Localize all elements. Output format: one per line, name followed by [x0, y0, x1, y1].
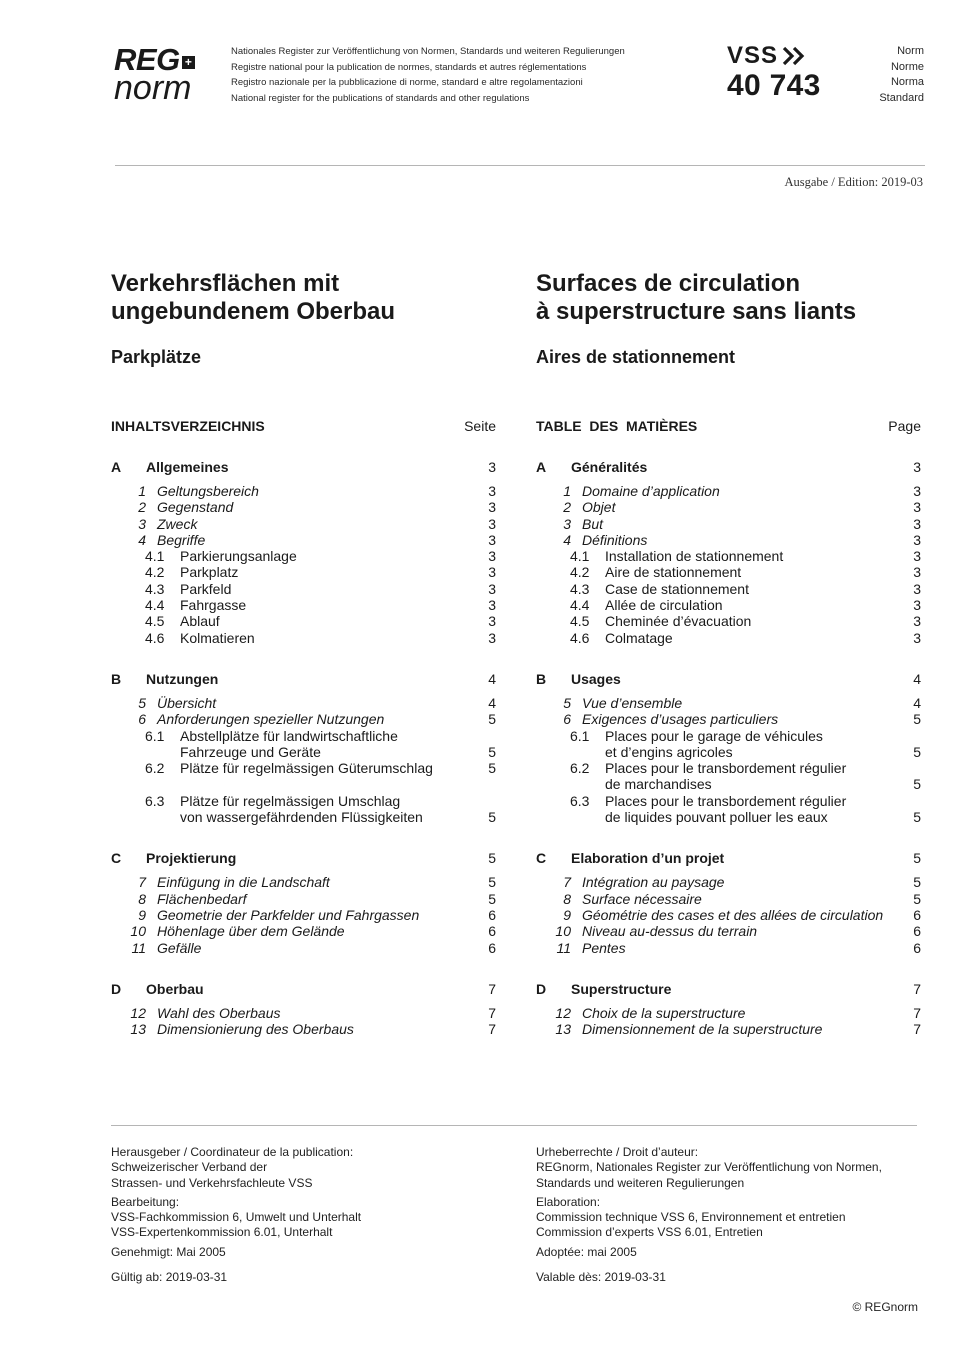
toc-subitem[interactable]: [111, 597, 496, 613]
doc-kind-de: Norm: [897, 45, 924, 57]
item-title: Wahl des Oberbaus: [157, 1004, 281, 1021]
toc-item[interactable]: [111, 1021, 496, 1037]
item-number: 5: [563, 694, 571, 711]
register-line-it: Registro nazionale per la pubblicazione di norme, standard e altre regolamentazioni: [231, 77, 583, 89]
subitem-title: Plätze für regelmässigen Güterumschlag: [180, 760, 433, 777]
toc-subitem[interactable]: [536, 597, 921, 613]
toc-item[interactable]: [536, 711, 921, 727]
item-page: 7: [913, 1004, 921, 1021]
toc-item[interactable]: [111, 874, 496, 890]
subitem-page: 5: [913, 776, 921, 793]
doc-kind-en: Standard: [879, 91, 924, 104]
item-page: 6: [913, 923, 921, 940]
subitem-page: 3: [913, 564, 921, 581]
toc-item[interactable]: [111, 516, 496, 532]
toc-item[interactable]: [536, 907, 921, 923]
subitem-page: 5: [488, 760, 496, 777]
item-number: 1: [138, 483, 146, 499]
elaboration-label: Elaboration:: [536, 1194, 601, 1209]
item-title: Gefälle: [157, 939, 202, 956]
editing-label: Bearbeitung:: [111, 1194, 180, 1209]
section-letter: D: [536, 980, 547, 997]
item-page: 5: [488, 890, 496, 907]
toc-item[interactable]: [111, 907, 496, 923]
item-number: 11: [131, 939, 146, 956]
toc-subitem[interactable]: [536, 564, 921, 580]
toc-item[interactable]: [111, 923, 496, 939]
logo-norm: norm: [114, 69, 192, 107]
subitem-title-continued: de marchandises: [605, 776, 712, 793]
section-page: 4: [913, 670, 921, 687]
publisher-block: [111, 1145, 501, 1191]
toc-item[interactable]: [536, 923, 921, 939]
subitem-number: 6.3: [570, 792, 590, 809]
register-description: [231, 44, 625, 106]
subitem-number: 4.2: [570, 564, 590, 581]
toc-header-de: [111, 418, 496, 434]
item-title: Définitions: [582, 531, 648, 548]
subitem-title: Colmatage: [605, 629, 673, 646]
title-fr-line2: à superstructure sans liants: [536, 298, 857, 325]
item-number: 6: [138, 711, 146, 728]
toc-item[interactable]: [111, 891, 496, 907]
section-title: Superstructure: [571, 980, 672, 997]
section-title: Usages: [571, 670, 621, 687]
header-divider: [115, 165, 925, 166]
subitem-title: Places pour le garage de véhicules: [605, 727, 823, 744]
item-title: Vue d’ensemble: [582, 694, 683, 711]
elaboration-block: [536, 1195, 926, 1241]
publisher-line2: Strassen- und Verkehrsfachleute VSS: [111, 1175, 313, 1190]
toc-item[interactable]: [111, 483, 496, 499]
page-label-de: Seite: [464, 418, 496, 434]
item-number: 7: [563, 874, 571, 891]
register-line-fr: Registre national pour la publication de normes, standards et autres réglementations: [231, 61, 587, 73]
copyright-line2: Standards und weiteren Regulierungen: [536, 1175, 745, 1190]
edition-date: Ausgabe / Edition: 2019-03: [784, 175, 923, 189]
standard-number: 40 743: [727, 69, 821, 102]
item-number: 13: [130, 1021, 146, 1038]
toc-subitem[interactable]: [111, 728, 496, 744]
item-page: 5: [913, 874, 921, 891]
toc-item[interactable]: [536, 695, 921, 711]
toc-item[interactable]: [111, 695, 496, 711]
subitem-title-continued: von wassergefährdenden Flüssigkeiten: [180, 809, 423, 826]
toc-item[interactable]: [111, 1005, 496, 1021]
item-number: 11: [556, 939, 571, 956]
subitem-page: 3: [488, 580, 496, 597]
subitem-page: 3: [913, 548, 921, 565]
toc-subitem[interactable]: [536, 630, 921, 646]
item-page: 6: [488, 923, 496, 940]
item-title: But: [582, 515, 604, 532]
item-page: 3: [488, 515, 496, 532]
title-de-line1: Verkehrsflächen mit: [111, 270, 340, 297]
french-column: [536, 270, 921, 1038]
doc-kind-fr: Norme: [890, 60, 924, 73]
toc-subitem[interactable]: [536, 760, 921, 776]
toc-section-c[interactable]: [111, 850, 496, 866]
item-number: 13: [555, 1021, 571, 1038]
toc-item[interactable]: [111, 711, 496, 727]
register-line-en: National register for the publications of standards and other regulations: [231, 92, 530, 104]
toc-fr: [536, 459, 921, 1037]
item-title: Surface nécessaire: [582, 890, 702, 907]
subitem-number: 6.1: [570, 727, 590, 744]
elaboration-line2: Commission d’experts VSS 6.01, Entretien: [536, 1225, 763, 1240]
toc-section-a[interactable]: [111, 459, 496, 475]
section-title: Projektierung: [146, 850, 237, 867]
title-de-line2: ungebundenem Oberbau: [111, 298, 396, 325]
item-page: 3: [488, 531, 496, 548]
item-title: Zweck: [157, 515, 198, 532]
subitem-title: Aire de stationnement: [605, 564, 742, 581]
item-title: Niveau au-dessus du terrain: [582, 923, 758, 940]
item-number: 8: [138, 890, 146, 907]
subitem-page: 3: [488, 613, 496, 630]
vss-standard-id: [727, 42, 821, 102]
subtitle-de: Parkplätze: [111, 347, 202, 367]
item-number: 10: [130, 923, 146, 940]
subitem-number: 4.6: [570, 629, 590, 646]
toc-item[interactable]: [536, 499, 921, 515]
item-title: Geometrie der Parkfelder und Fahrgassen: [157, 906, 420, 923]
toc-subitem[interactable]: [536, 793, 921, 809]
logo-reg-text: REG: [114, 42, 180, 77]
subitem-number: 4.3: [570, 580, 590, 597]
subitem-title-continued: de liquides pouvant polluer les eaux: [605, 809, 828, 826]
toc-section-a[interactable]: [536, 459, 921, 475]
section-page: 3: [488, 459, 496, 475]
item-title: Anforderungen spezieller Nutzungen: [157, 711, 385, 728]
toc-section-d[interactable]: [536, 981, 921, 997]
subitem-number: 6.2: [570, 760, 590, 777]
subitem-title: Parkfeld: [180, 580, 232, 597]
item-number: 12: [555, 1004, 571, 1021]
subitem-page: 5: [913, 809, 921, 826]
section-letter: C: [111, 850, 122, 867]
toc-item[interactable]: [536, 940, 921, 956]
item-number: 9: [563, 906, 571, 923]
toc-section-b[interactable]: [536, 671, 921, 687]
subitem-title: Abstellplätze für landwirtschaftliche: [180, 727, 398, 744]
section-page: 5: [913, 850, 921, 867]
item-title: Geltungsbereich: [157, 483, 259, 499]
subitem-page: 3: [488, 564, 496, 581]
subitem-title: Installation de stationnement: [605, 548, 784, 565]
item-number: 2: [563, 499, 571, 516]
toc-subitem[interactable]: [111, 548, 496, 564]
item-number: 5: [138, 694, 146, 711]
toc-subitem-continued[interactable]: [111, 744, 496, 760]
editing-block: [111, 1195, 501, 1241]
subitem-number: 4.1: [570, 548, 590, 565]
item-title: Pentes: [582, 939, 626, 956]
item-title: Einfügung in die Landschaft: [157, 874, 330, 891]
item-title: Übersicht: [157, 694, 217, 711]
toc-item[interactable]: [536, 1021, 921, 1037]
subitem-number: 4.4: [570, 597, 590, 614]
item-number: 3: [563, 515, 571, 532]
toc-section-b[interactable]: [111, 671, 496, 687]
subitem-title: Ablauf: [180, 613, 220, 630]
item-page: 5: [488, 874, 496, 891]
subitem-page: 5: [488, 743, 496, 760]
subitem-page: 5: [913, 743, 921, 760]
subitem-title: Fahrgasse: [180, 597, 247, 614]
toc-subitem[interactable]: [536, 548, 921, 564]
vss-logo: [727, 42, 821, 70]
section-page: 4: [488, 670, 496, 687]
toc-subitem[interactable]: [111, 564, 496, 580]
item-title: Géométrie des cases et des allées de circulation: [582, 906, 884, 923]
regnorm-logo: [114, 44, 214, 105]
copyright-block: [536, 1145, 926, 1191]
title-fr-line1: Surfaces de circulation: [536, 270, 801, 297]
subitem-title: Parkplatz: [180, 564, 239, 581]
subitem-page: 3: [913, 629, 921, 646]
section-letter: A: [111, 459, 122, 475]
item-page: 5: [913, 890, 921, 907]
item-title: Begriffe: [157, 531, 206, 548]
section-page: 5: [488, 850, 496, 867]
subitem-title: Plätze für regelmässigen Umschlag: [180, 792, 401, 809]
subitem-page: 3: [488, 597, 496, 614]
section-page: 7: [913, 980, 921, 997]
item-page: 6: [913, 939, 921, 956]
copyright-line1: REGnorm, Nationales Register zur Veröffentlichung von Normen,: [536, 1160, 882, 1175]
register-line-de: Nationales Register zur Veröffentlichung von Normen, Standards und weiteren Regulierungen: [231, 46, 625, 57]
item-page: 3: [488, 499, 496, 516]
item-page: 5: [488, 711, 496, 728]
section-letter: D: [111, 980, 122, 997]
section-title: Généralités: [571, 459, 648, 475]
item-number: 7: [138, 874, 146, 891]
subitem-title: Kolmatieren: [180, 629, 255, 646]
toc-item[interactable]: [536, 874, 921, 890]
subitem-title: Allée de circulation: [605, 597, 723, 614]
section-title: Elaboration d’un projet: [571, 850, 725, 867]
subitem-title-continued: Fahrzeuge und Geräte: [180, 743, 321, 760]
toc-item[interactable]: [536, 532, 921, 548]
item-number: 10: [555, 923, 571, 940]
toc-subitem[interactable]: [111, 793, 496, 809]
section-title: Allgemeines: [146, 459, 229, 475]
subitem-number: 4.5: [145, 613, 165, 630]
item-number: 9: [138, 906, 146, 923]
item-title: Objet: [582, 499, 616, 516]
section-letter: A: [536, 459, 547, 475]
item-page: 3: [913, 515, 921, 532]
subitem-number: 6.1: [145, 727, 165, 744]
section-title: Nutzungen: [146, 670, 219, 687]
toc-subitem[interactable]: [536, 728, 921, 744]
item-page: 6: [488, 939, 496, 956]
item-title: Flächenbedarf: [157, 890, 247, 907]
toc-item[interactable]: [111, 940, 496, 956]
title-de: [111, 270, 496, 326]
subitem-title-continued: et d’engins agricoles: [605, 743, 733, 760]
item-number: 1: [563, 483, 571, 499]
vss-chevron-icon: [781, 45, 807, 67]
toc-subitem[interactable]: [536, 581, 921, 597]
item-number: 6: [563, 711, 571, 728]
title-fr: [536, 270, 921, 326]
copyright-label: Urheberrechte / Droit d’auteur:: [536, 1145, 699, 1159]
editing-line1: VSS-Fachkommission 6, Umwelt und Unterhalt: [111, 1210, 362, 1225]
item-page: 3: [913, 483, 921, 499]
section-page: 3: [913, 459, 921, 475]
subitem-title: Places pour le transbordement régulier: [605, 792, 847, 809]
subtitle-fr: Aires de stationnement: [536, 347, 736, 367]
section-title: Oberbau: [146, 980, 204, 997]
toc-subitem-continued[interactable]: [111, 809, 496, 825]
subitem-number: 4.5: [570, 613, 590, 630]
subitem-page: 3: [913, 613, 921, 630]
toc-item[interactable]: [536, 1005, 921, 1021]
doc-kind-it: Norma: [890, 76, 924, 88]
swiss-cross-icon: +: [182, 56, 195, 69]
subitem-page: 3: [488, 548, 496, 565]
toc-blank-line: [111, 776, 496, 792]
section-page: 7: [488, 980, 496, 997]
footer-divider: [111, 1125, 917, 1126]
section-letter: B: [111, 670, 122, 687]
document-kind: [879, 44, 924, 106]
item-number: 4: [138, 531, 146, 548]
toc-header-fr: [536, 418, 921, 434]
item-page: 7: [488, 1021, 496, 1038]
item-title: Intégration au paysage: [582, 874, 725, 891]
item-number: 3: [138, 515, 146, 532]
subitem-title: Cheminée d’évacuation: [605, 613, 752, 630]
item-number: 8: [563, 890, 571, 907]
item-number: 12: [130, 1004, 146, 1021]
editing-line2: VSS-Expertenkommission 6.01, Unterhalt: [111, 1225, 333, 1240]
subitem-page: 3: [913, 597, 921, 614]
subitem-number: 4.2: [145, 564, 165, 581]
toc-item[interactable]: [111, 532, 496, 548]
item-page: 5: [913, 711, 921, 728]
toc-subitem[interactable]: [111, 760, 496, 776]
publisher-line1: Schweizerischer Verband der: [111, 1160, 268, 1175]
toc-item[interactable]: [111, 499, 496, 515]
toc-subitem-continued[interactable]: [536, 809, 921, 825]
item-page: 3: [913, 499, 921, 516]
vss-logo-text: VSS: [727, 42, 779, 69]
footer-left: [111, 1145, 501, 1289]
item-title: Choix de la superstructure: [582, 1004, 746, 1021]
item-page: 7: [913, 1021, 921, 1038]
toc-heading-de: INHALTSVERZEICHNIS: [111, 418, 265, 434]
subitem-title: Parkierungsanlage: [180, 548, 297, 565]
item-page: 4: [488, 694, 496, 711]
item-page: 3: [913, 531, 921, 548]
subitem-title: Case de stationnement: [605, 580, 749, 597]
section-letter: B: [536, 670, 547, 687]
item-number: 2: [138, 499, 146, 516]
publisher-label: Herausgeber / Coordinateur de la publication:: [111, 1145, 354, 1159]
toc-de: [111, 459, 496, 1037]
toc-item[interactable]: [536, 891, 921, 907]
toc-item[interactable]: [536, 483, 921, 499]
item-page: 7: [488, 1004, 496, 1021]
toc-subitem[interactable]: [536, 613, 921, 629]
subitem-number: 4.1: [145, 548, 165, 565]
section-letter: C: [536, 850, 547, 867]
item-page: 6: [488, 906, 496, 923]
toc-subitem[interactable]: [111, 613, 496, 629]
elaboration-line1: Commission technique VSS 6, Environnement et entretien: [536, 1210, 846, 1225]
subitem-page: 3: [488, 629, 496, 646]
item-title: Dimensionnement de la superstructure: [582, 1021, 823, 1038]
subitem-number: 6.2: [145, 760, 165, 777]
toc-subitem-continued[interactable]: [536, 744, 921, 760]
valid-from-date: Gültig ab: 2019-03-31: [111, 1270, 228, 1285]
toc-subitem-continued[interactable]: [536, 776, 921, 792]
subitem-number: 4.4: [145, 597, 165, 614]
item-title: Domaine d’application: [582, 483, 720, 499]
footer-right: [536, 1145, 926, 1289]
subitem-page: 3: [913, 580, 921, 597]
toc-heading-fr: TABLE DES MATIÈRES: [536, 418, 698, 434]
adopted-date: Adoptée: mai 2005: [536, 1244, 637, 1259]
subitem-number: 4.3: [145, 580, 165, 597]
toc-item[interactable]: [536, 516, 921, 532]
item-number: 4: [563, 531, 571, 548]
item-title: Dimensionierung des Oberbaus: [157, 1021, 354, 1038]
item-page: 3: [488, 483, 496, 499]
toc-section-d[interactable]: [111, 981, 496, 997]
toc-subitem[interactable]: [111, 630, 496, 646]
item-title: Höhenlage über dem Gelände: [157, 923, 345, 940]
item-title: Gegenstand: [157, 499, 234, 516]
german-column: [111, 270, 496, 1038]
item-title: Exigences d’usages particuliers: [582, 711, 779, 728]
subitem-number: 6.3: [145, 792, 165, 809]
subitem-title: Places pour le transbordement régulier: [605, 760, 847, 777]
subitem-number: 4.6: [145, 629, 165, 646]
copyright-notice: © REGnorm: [852, 1300, 918, 1314]
page-label-fr: Page: [888, 418, 921, 434]
toc-subitem[interactable]: [111, 581, 496, 597]
valid-from-date-fr: Valable dès: 2019-03-31: [536, 1270, 666, 1285]
item-page: 4: [913, 694, 921, 711]
toc-section-c[interactable]: [536, 850, 921, 866]
item-page: 6: [913, 906, 921, 923]
approved-date: Genehmigt: Mai 2005: [111, 1244, 226, 1259]
subitem-page: 5: [488, 809, 496, 826]
